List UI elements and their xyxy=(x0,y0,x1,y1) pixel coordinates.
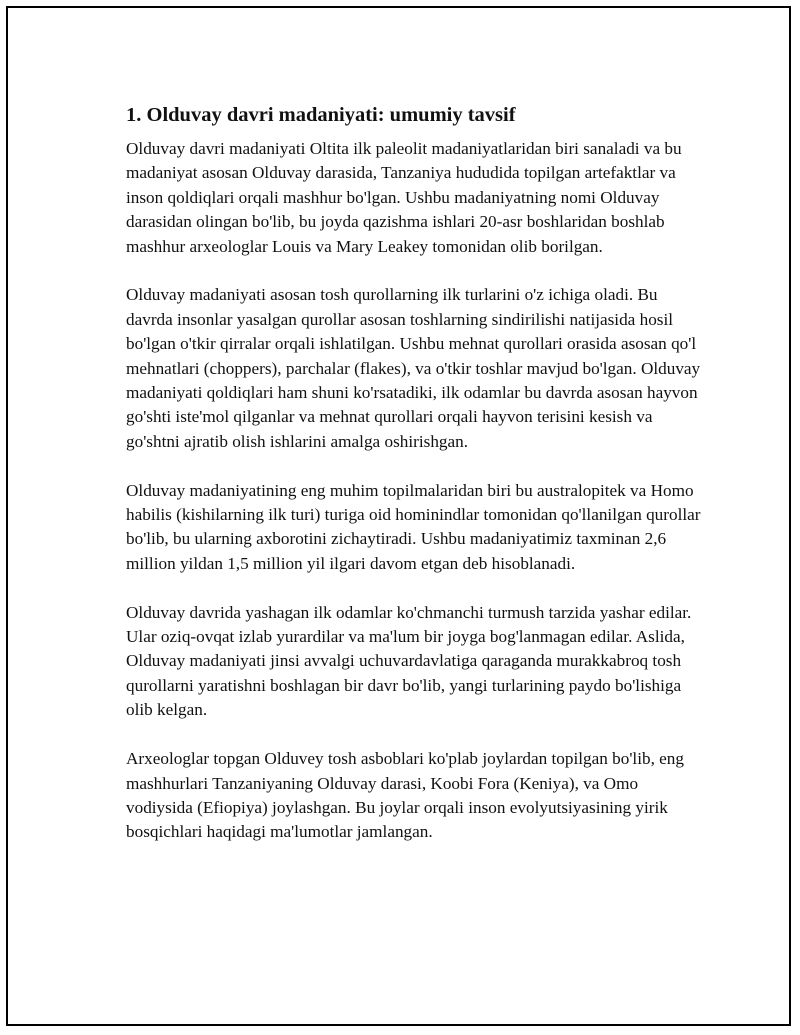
paragraph-3: Olduvay madaniyatining eng muhim topilmalaridan biri bu australopitek va Homo habilis (kishilarning ilk turi) turiga oid hominindlar tomonidan qo'llanilgan qurollar bo'lib, bu ularning axborotini zichaytiradi. Ushbu madaniyatimiz taxminan 2,6 million yildan 1,5 million yil ilgari davom etgan deb hisoblanadi. xyxy=(126,480,701,573)
document-body xyxy=(126,102,706,869)
paragraph-1: Olduvay davri madaniyati Oltita ilk paleolit madaniyatlaridan biri sanaladi va bu madaniyat asosan Olduvay darasida, Tanzaniya hududida topilgan artefaktlar va inson qoldiqlari orqali mashhur bo'lgan. Ushbu madaniyatning nomi Olduvay darasidan olingan bo'lib, bu joyda qazishma ishlari 20-asr boshlaridan boshlab mashhur arxeologlar Louis va Mary Leakey tomonidan olib borilgan. xyxy=(126,139,682,256)
paragraph-2: Olduvay madaniyati asosan tosh qurollarning ilk turlarini o'z ichiga oladi. Bu davrda insonlar yasalgan qurollar asosan toshlarning sindirilishi natijasida hosil bo'lgan o'tkir qirralar orqali ishlatilgan. Ushbu mehnat qurollari orasida asosan qo'l mehnatlari (choppers), parchalar (flakes), va o'tkir toshlar mavjud bo'lgan. Olduvay madaniyati qoldiqlari ham shuni ko'rsatadiki, ilk odamlar bu davrda asosan hayvon go'shti iste'mol qilganlar va mehnat qurollari orqali hayvon terisini kesish va go'shtni ajratib olish ishlarini amalga oshirishgan. xyxy=(126,285,701,451)
page-frame xyxy=(6,6,791,1026)
paragraph-4: Olduvay davrida yashagan ilk odamlar ko'chmanchi turmush tarzida yashar edilar. Ular oziq-ovqat izlab yurardilar va ma'lum bir joyga bog'lanmagan edilar. Aslida, Olduvay madaniyati jinsi avvalgi uchuvardavlatiga qaraganda murakkabroq tosh qurollarni yaratishni boshlagan bir davr bo'lib, yangi turlarining paydo bo'lishiga olib kelgan. xyxy=(126,602,692,720)
section-heading: 1. Olduvay davri madaniyati: umumiy tavsif xyxy=(126,104,516,126)
paragraph-5: Arxeologlar topgan Olduvey tosh asboblari ko'plab joylardan topilgan bo'lib, eng mashhurlari Tanzaniyaning Olduvay darasi, Koobi Fora (Keniya), va Omo vodiysida (Efiopiya) joylashgan. Bu joylar orqali inson evolyutsiyasining yirik bosqichlari haqidagi ma'lumotlar jamlangan. xyxy=(126,749,684,842)
